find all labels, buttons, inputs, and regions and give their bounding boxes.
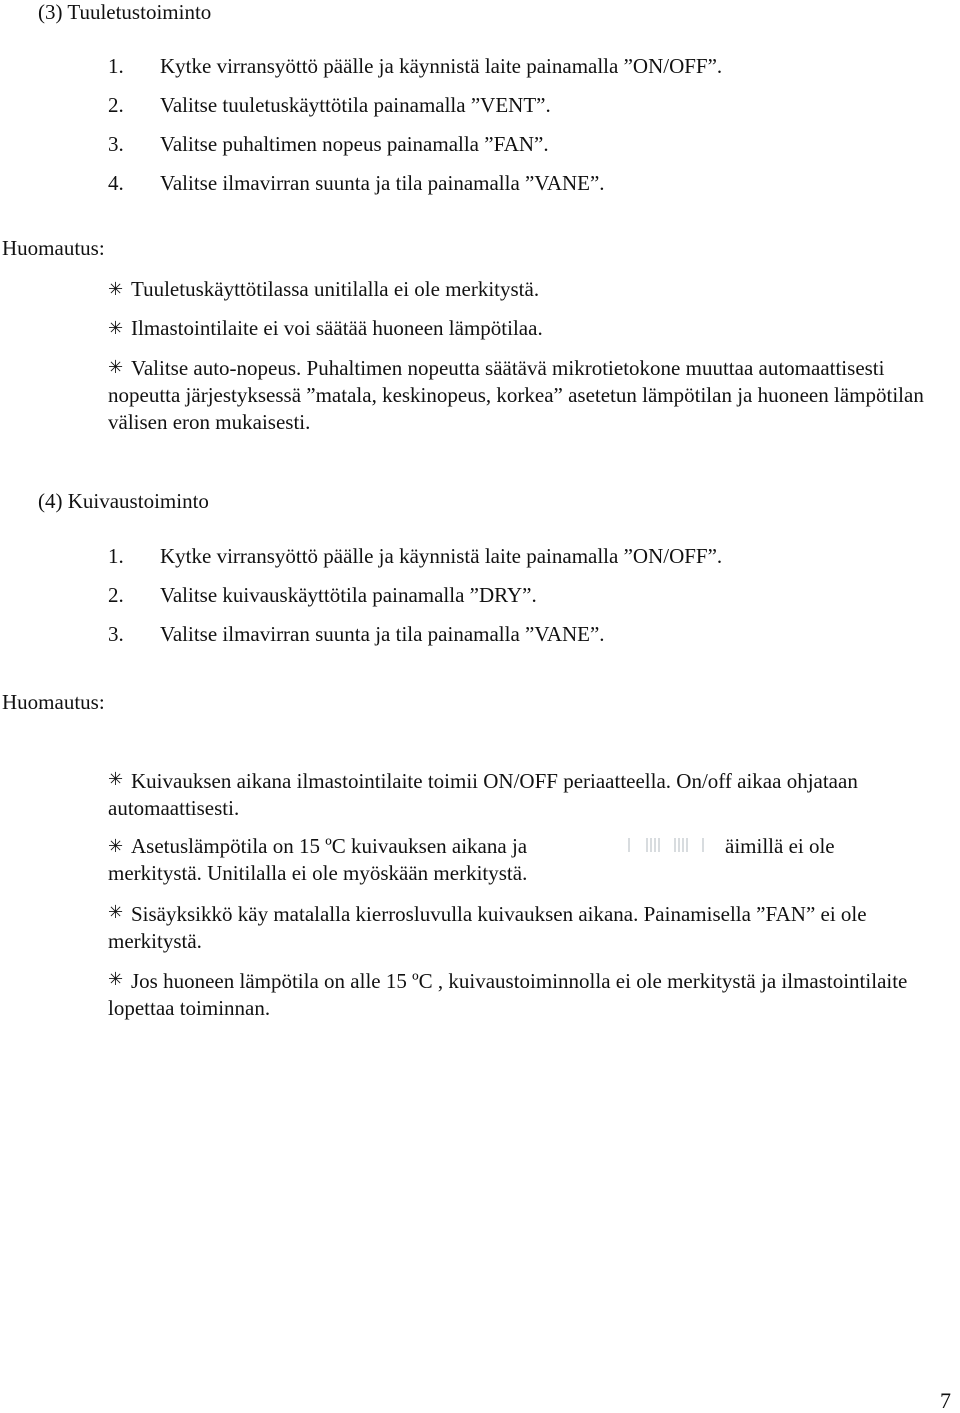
step-text: Valitse ilmavirran suunta ja tila painamalla ”VANE”. (160, 622, 605, 646)
asterisk-icon: ✳ (108, 318, 124, 339)
asterisk-icon: ✳ (108, 836, 124, 857)
note-label: Huomautus: (2, 690, 105, 714)
step-number: 2. (108, 583, 124, 607)
asterisk-icon: ✳ (108, 902, 124, 923)
step-text: Valitse ilmavirran suunta ja tila painamalla ”VANE”. (160, 171, 605, 195)
step-number: 1. (108, 54, 124, 78)
step-text: Valitse puhaltimen nopeus painamalla ”FAN”. (160, 132, 549, 156)
step-number: 3. (108, 132, 124, 156)
note-text: Kuivauksen aikana ilmastointilaite toimii ON/OFF periaatteella. On/off aikaa ohjataan automaattisesti. (108, 769, 858, 820)
asterisk-icon: ✳ (108, 357, 124, 378)
step-text: Kytke virransyöttö päälle ja käynnistä laite painamalla ”ON/OFF”. (160, 544, 723, 568)
note-label: Huomautus: (2, 236, 105, 260)
step-number: 2. (108, 93, 124, 117)
note-text: Ilmastointilaite ei voi säätää huoneen lämpötilaa. (131, 316, 543, 340)
note-text: Asetuslämpötila on 15 ºC kuivauksen aikana ja (131, 834, 528, 858)
step-number: 1. (108, 544, 124, 568)
note-text: Sisäyksikkö käy matalalla kierrosluvulla kuivauksen aikana. Painamisella ”FAN” ei ole merkitystä. (108, 902, 867, 953)
asterisk-icon: ✳ (108, 769, 124, 790)
note-text: Valitse auto-nopeus. Puhaltimen nopeutta säätävä mikrotietokone muuttaa automaattisesti nopeutta järjestyksessä ”matala, keskinopeus, korkea” asetetun lämpötilan ja huoneen lämpötilan välisen eron mukaisesti. (108, 356, 924, 434)
step-number: 4. (108, 171, 124, 195)
step-number: 3. (108, 622, 124, 646)
step-text: Valitse kuivauskäyttötila painamalla ”DRY”. (160, 583, 537, 607)
note-text: Tuuletuskäyttötilassa unitilalla ei ole merkitystä. (131, 277, 540, 301)
note-text: merkitystä. Unitilalla ei ole myöskään merkitystä. (108, 861, 528, 885)
section-3-title: (3) Tuuletustoiminto (38, 0, 212, 24)
section-4-title: (4) Kuivaustoiminto (38, 489, 209, 513)
note-text-continued: äimillä ei ole (725, 834, 835, 858)
note-text: Jos huoneen lämpötila on alle 15 ºC , kuivaustoiminnolla ei ole merkitystä ja ilmastointilaite lopettaa toiminnan. (108, 969, 908, 1020)
asterisk-icon: ✳ (108, 279, 124, 300)
garbled-glyphs (628, 838, 706, 852)
step-text: Kytke virransyöttö päälle ja käynnistä laite painamalla ”ON/OFF”. (160, 54, 723, 78)
step-text: Valitse tuuletuskäyttötila painamalla ”VENT”. (160, 93, 551, 117)
asterisk-icon: ✳ (108, 969, 124, 990)
page-number: 7 (940, 1388, 951, 1413)
